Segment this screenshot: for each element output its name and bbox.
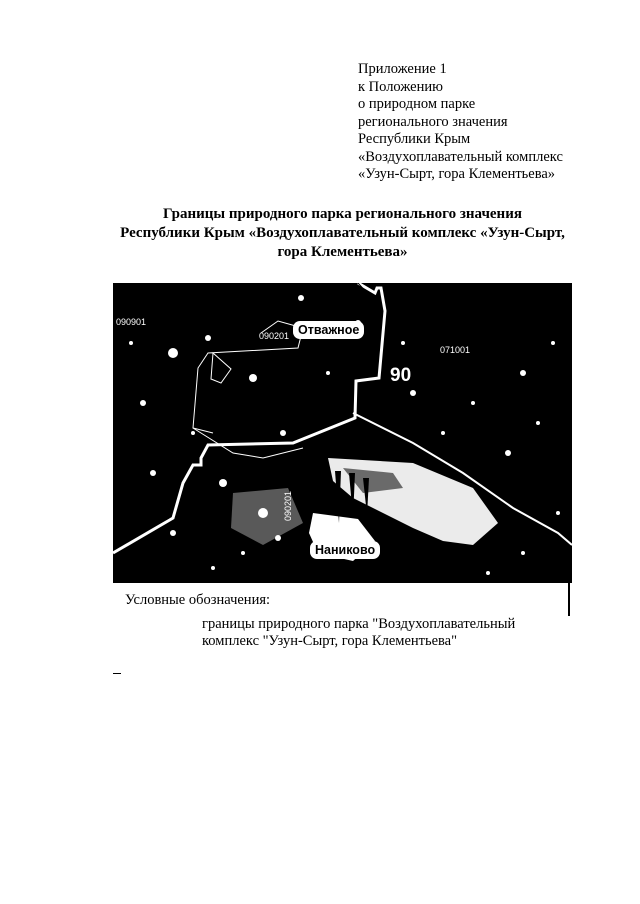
appendix-line: о природном парке: [358, 96, 476, 112]
legend-entry: [202, 616, 515, 650]
document-title: [90, 205, 595, 262]
appendix-line: «Узун-Сырт, гора Клементьева»: [358, 166, 556, 182]
appendix-line: к Положению: [358, 78, 443, 95]
appendix-line: Приложение 1: [358, 61, 447, 77]
title-line: Границы природного парка регионального значения: [163, 206, 522, 222]
village-label-otvazhnoe: Отважное: [293, 321, 364, 339]
legend-line: границы природного парка "Воздухоплавательный: [202, 616, 516, 632]
village-label-nanikovo: Наниково: [310, 541, 380, 559]
title-line: Республики Крым «Воздухоплавательный комплекс «Узун-Сырт,: [120, 225, 565, 241]
appendix-note: [358, 61, 563, 184]
cadastral-code-label: 090201: [283, 490, 293, 521]
cadastral-code-label: 090901: [116, 317, 147, 327]
legend-heading: Условные обозначения:: [125, 592, 271, 608]
appendix-line: регионального значения: [358, 113, 508, 130]
map-number-label: 90: [390, 365, 412, 386]
legend-divider: [568, 583, 570, 616]
boundary-map: [113, 283, 572, 583]
legend-line: комплекс "Узун-Сырт, гора Клементьева": [202, 633, 458, 649]
footnote-dash: [113, 673, 121, 674]
cadastral-code-label: 090201: [259, 331, 290, 341]
appendix-line: «Воздухоплавательный комплекс: [358, 148, 563, 165]
cadastral-code-label: 071001: [440, 345, 471, 355]
appendix-line: Республики Крым: [358, 131, 471, 147]
title-line: гора Клементьева»: [277, 244, 408, 260]
